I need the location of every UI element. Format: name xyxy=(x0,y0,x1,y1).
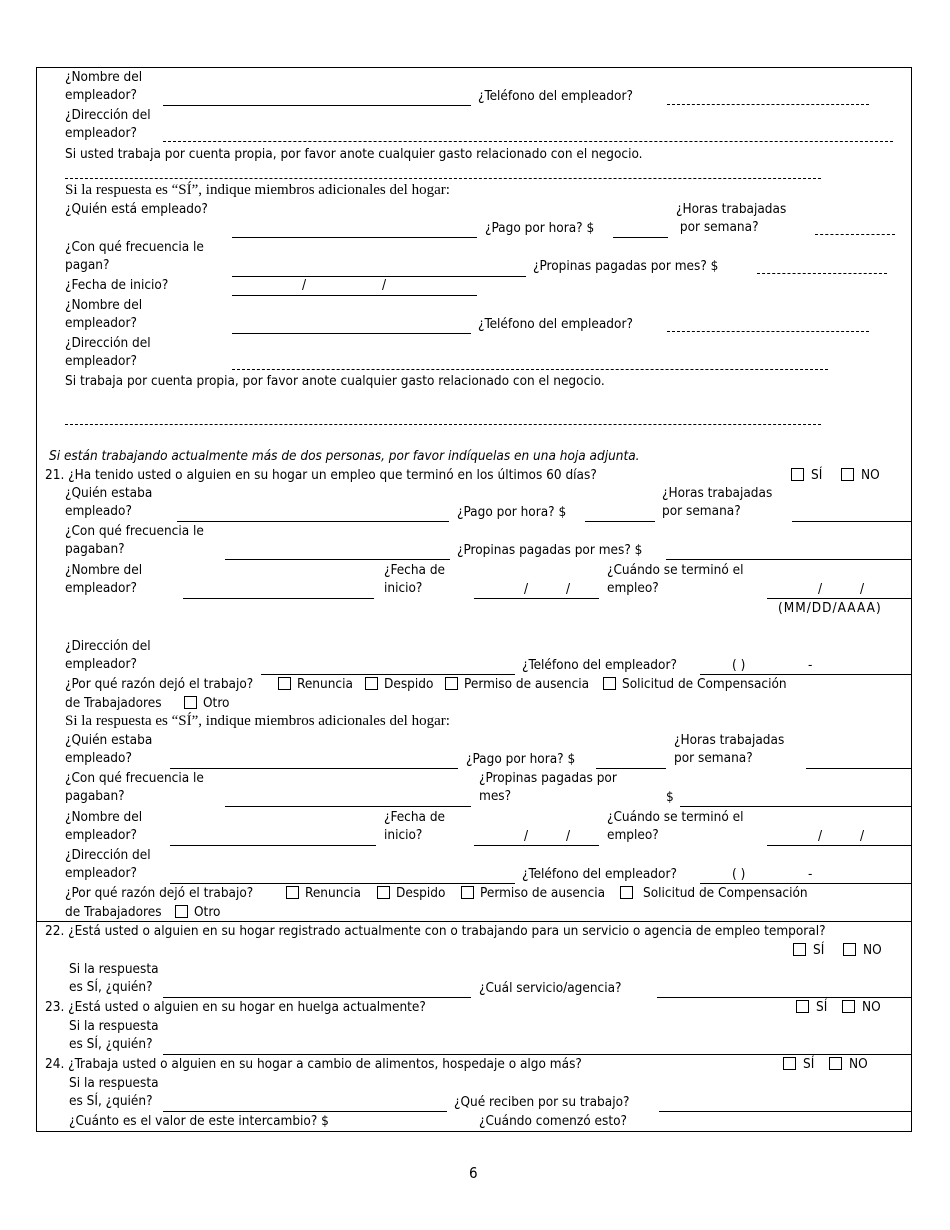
date-format-hint: (MM/DD/AAAA) xyxy=(778,600,882,616)
household-who-field[interactable] xyxy=(232,237,477,238)
q21-start-label: ¿Fecha de inicio? xyxy=(384,562,446,596)
q21-hh-name-label: ¿Nombre del empleador? xyxy=(65,809,143,843)
q21-hh-freq-field[interactable] xyxy=(225,806,471,807)
household-phone-field[interactable] xyxy=(667,331,869,332)
q21-address-label: ¿Dirección del empleador? xyxy=(65,638,151,672)
q21-pay-field[interactable] xyxy=(585,521,655,522)
q21-hh-leave-label: Permiso de ausencia xyxy=(480,885,606,901)
employer-address-label: ¿Dirección del empleador? xyxy=(65,107,151,141)
q22-yes-checkbox[interactable] xyxy=(793,943,806,956)
household-tips-field[interactable] xyxy=(757,273,887,274)
household-phone-label: ¿Teléfono del empleador? xyxy=(478,316,633,332)
q23-yes-checkbox[interactable] xyxy=(796,1000,809,1013)
household-hours-field[interactable] xyxy=(815,234,895,235)
date-slash: / xyxy=(524,581,529,597)
q21-name-label: ¿Nombre del empleador? xyxy=(65,562,143,596)
q23-no-label: NO xyxy=(862,999,881,1015)
employer-address-field[interactable] xyxy=(163,141,893,142)
q21-phone-label: ¿Teléfono del empleador? xyxy=(522,657,677,673)
phone-area-code: ( ) xyxy=(732,657,746,673)
date-slash: / xyxy=(860,581,865,597)
phone-dash: - xyxy=(808,866,813,882)
q21-hh-phone-label: ¿Teléfono del empleador? xyxy=(522,866,677,882)
q22-no-label: NO xyxy=(863,942,882,958)
q21-tips-field[interactable] xyxy=(666,559,912,560)
household-who-label: ¿Quién está empleado? xyxy=(65,201,208,217)
q21-hh-pay-label: ¿Pago por hora? $ xyxy=(466,751,576,767)
q21-other-label: Otro xyxy=(203,695,230,711)
q21-hh-resign-checkbox[interactable] xyxy=(286,886,299,899)
date-slash: / xyxy=(860,828,865,844)
q24-yes-checkbox[interactable] xyxy=(783,1057,796,1070)
q23-yes-label: SÍ xyxy=(816,999,828,1015)
q21-other-checkbox[interactable] xyxy=(184,696,197,709)
q24-receive-field[interactable] xyxy=(659,1111,912,1112)
more-persons-note: Si están trabajando actualmente más de dos personas, por favor indíquelas en una hoja adjunta. xyxy=(49,448,640,464)
q24-question: 24. ¿Trabaja usted o alguien en su hogar a cambio de alimentos, hospedaje o algo más? xyxy=(45,1056,582,1072)
q21-freq-label: ¿Con qué frecuencia le pagaban? xyxy=(65,523,204,557)
self-employed-field[interactable] xyxy=(65,178,821,179)
q21-hh-name-field[interactable] xyxy=(170,845,376,846)
q24-yes-label: SÍ xyxy=(803,1056,815,1072)
q21-no-label: NO xyxy=(861,467,880,483)
q21-who-label: ¿Quién estaba empleado? xyxy=(65,485,153,519)
employer-name-field[interactable] xyxy=(163,105,471,106)
q21-fired-checkbox[interactable] xyxy=(365,677,378,690)
q24-no-label: NO xyxy=(849,1056,868,1072)
q21-hh-ended-field[interactable] xyxy=(767,845,912,846)
date-slash: / xyxy=(818,581,823,597)
q21-hh-comp-checkbox[interactable] xyxy=(620,886,633,899)
q21-hours-field[interactable] xyxy=(792,521,912,522)
q23-question: 23. ¿Está usted o alguien en su hogar en huelga actualmente? xyxy=(45,999,426,1015)
q21-no-checkbox[interactable] xyxy=(841,468,854,481)
q21-hh-start-label: ¿Fecha de inicio? xyxy=(384,809,446,843)
q21-hh-start-field[interactable] xyxy=(474,845,599,846)
q21-hh-freq-label: ¿Con qué frecuencia le pagaban? xyxy=(65,770,204,804)
date-slash: / xyxy=(302,277,307,293)
q21-yes-checkbox[interactable] xyxy=(791,468,804,481)
q21-hh-tips-field[interactable] xyxy=(680,806,912,807)
page-number: 6 xyxy=(469,1164,478,1182)
household-self-employed-field[interactable] xyxy=(65,424,821,425)
household-pay-field[interactable] xyxy=(613,237,668,238)
q21-ended-label: ¿Cuándo se terminó el empleo? xyxy=(607,562,744,596)
q21-question: 21. ¿Ha tenido usted o alguien en su hogar un empleo que terminó en los últimos 60 días? xyxy=(45,467,597,483)
household-pay-label: ¿Pago por hora? $ xyxy=(485,220,595,236)
q22-yes-label: SÍ xyxy=(813,942,825,958)
employer-phone-label: ¿Teléfono del empleador? xyxy=(478,88,633,104)
household-intro: Si la respuesta es “SÍ”, indique miembros adicionales del hogar: xyxy=(65,182,450,198)
q21-yes-label: SÍ xyxy=(811,467,823,483)
date-slash: / xyxy=(524,828,529,844)
date-slash: / xyxy=(818,828,823,844)
household-self-employed-note: Si trabaja por cuenta propia, por favor anote cualquier gasto relacionado con el negocio. xyxy=(65,373,605,389)
q22-no-checkbox[interactable] xyxy=(843,943,856,956)
q21-hh-other-label: Otro xyxy=(194,904,221,920)
employer-phone-field[interactable] xyxy=(667,104,869,105)
q21-hh-hours-field[interactable] xyxy=(806,768,912,769)
q21-leave-checkbox[interactable] xyxy=(445,677,458,690)
q21-hh-comp-label-cont: de Trabajadores xyxy=(65,904,162,920)
q21-who-field[interactable] xyxy=(177,521,449,522)
self-employed-note: Si usted trabaja por cuenta propia, por favor anote cualquier gasto relacionado con el negocio. xyxy=(65,146,643,162)
q21-start-field[interactable] xyxy=(474,598,599,599)
q21-leave-label: Permiso de ausencia xyxy=(464,676,590,692)
q21-hours-label: ¿Horas trabajadas por semana? xyxy=(662,485,773,519)
household-tips-label: ¿Propinas pagadas por mes? $ xyxy=(533,258,719,274)
date-slash: / xyxy=(382,277,387,293)
household-start-label: ¿Fecha de inicio? xyxy=(65,277,169,293)
date-slash: / xyxy=(566,828,571,844)
household-freq-field[interactable] xyxy=(232,276,526,277)
q21-tips-label: ¿Propinas pagadas por mes? $ xyxy=(457,542,643,558)
q24-if-label: Si la respuesta es SÍ, ¿quién? xyxy=(69,1075,159,1109)
q21-comp-checkbox[interactable] xyxy=(603,677,616,690)
q21-hh-who-field[interactable] xyxy=(170,768,458,769)
household-name-label: ¿Nombre del empleador? xyxy=(65,297,143,331)
q23-no-checkbox[interactable] xyxy=(842,1000,855,1013)
q21-freq-field[interactable] xyxy=(225,559,450,560)
q21-hh-address-label: ¿Dirección del empleador? xyxy=(65,847,151,881)
currency-sign: $ xyxy=(666,789,674,805)
q21-hh-ended-label: ¿Cuándo se terminó el empleo? xyxy=(607,809,744,843)
q21-hh-resign-label: Renuncia xyxy=(305,885,361,901)
household-freq-label: ¿Con qué frecuencia le pagan? xyxy=(65,239,204,273)
q21-hh-tips-label: ¿Propinas pagadas por mes? xyxy=(479,770,617,804)
q21-resign-label: Renuncia xyxy=(297,676,353,692)
q21-hh-fired-checkbox[interactable] xyxy=(377,886,390,899)
q22-question: 22. ¿Está usted o alguien en su hogar registrado actualmente con o trabajando para un servicio o agencia de empleo temporal? xyxy=(45,923,826,939)
q21-comp-label-cont: de Trabajadores xyxy=(65,695,162,711)
q21-pay-label: ¿Pago por hora? $ xyxy=(457,504,567,520)
household-name-field[interactable] xyxy=(232,333,471,334)
q22-agency-label: ¿Cuál servicio/agencia? xyxy=(479,980,622,996)
q21-name-field[interactable] xyxy=(183,598,374,599)
q21-comp-label: Solicitud de Compensación xyxy=(622,676,787,692)
q21-resign-checkbox[interactable] xyxy=(278,677,291,690)
household-hours-label: ¿Horas trabajadas por semana? xyxy=(676,201,787,235)
q21-hh-why-label: ¿Por qué razón dejó el trabajo? xyxy=(65,885,254,901)
phone-area-code: ( ) xyxy=(732,866,746,882)
household-address-field[interactable] xyxy=(232,369,828,370)
q21-hh-who-label: ¿Quién estaba empleado? xyxy=(65,732,153,766)
q21-household-intro: Si la respuesta es “SÍ”, indique miembros adicionales del hogar: xyxy=(65,713,450,729)
q24-no-checkbox[interactable] xyxy=(829,1057,842,1070)
q21-hh-hours-label: ¿Horas trabajadas por semana? xyxy=(674,732,785,766)
household-address-label: ¿Dirección del empleador? xyxy=(65,335,151,369)
q22-if-label: Si la respuesta es SÍ, ¿quién? xyxy=(69,961,159,995)
q21-hh-leave-checkbox[interactable] xyxy=(461,886,474,899)
q24-when-label: ¿Cuándo comenzó esto? xyxy=(479,1113,627,1129)
q21-hh-other-checkbox[interactable] xyxy=(175,905,188,918)
q21-fired-label: Despido xyxy=(384,676,434,692)
q23-if-label: Si la respuesta es SÍ, ¿quién? xyxy=(69,1018,159,1052)
q24-receive-label: ¿Qué reciben por su trabajo? xyxy=(454,1094,630,1110)
phone-dash: - xyxy=(808,657,813,673)
q21-hh-fired-label: Despido xyxy=(396,885,446,901)
household-start-field[interactable] xyxy=(232,295,477,296)
q21-hh-comp-label: Solicitud de Compensación xyxy=(643,885,808,901)
employer-name-label: ¿Nombre del empleador? xyxy=(65,69,143,103)
q24-value-label: ¿Cuánto es el valor de este intercambio? $ xyxy=(69,1113,329,1129)
q21-why-label: ¿Por qué razón dejó el trabajo? xyxy=(65,676,254,692)
date-slash: / xyxy=(566,581,571,597)
